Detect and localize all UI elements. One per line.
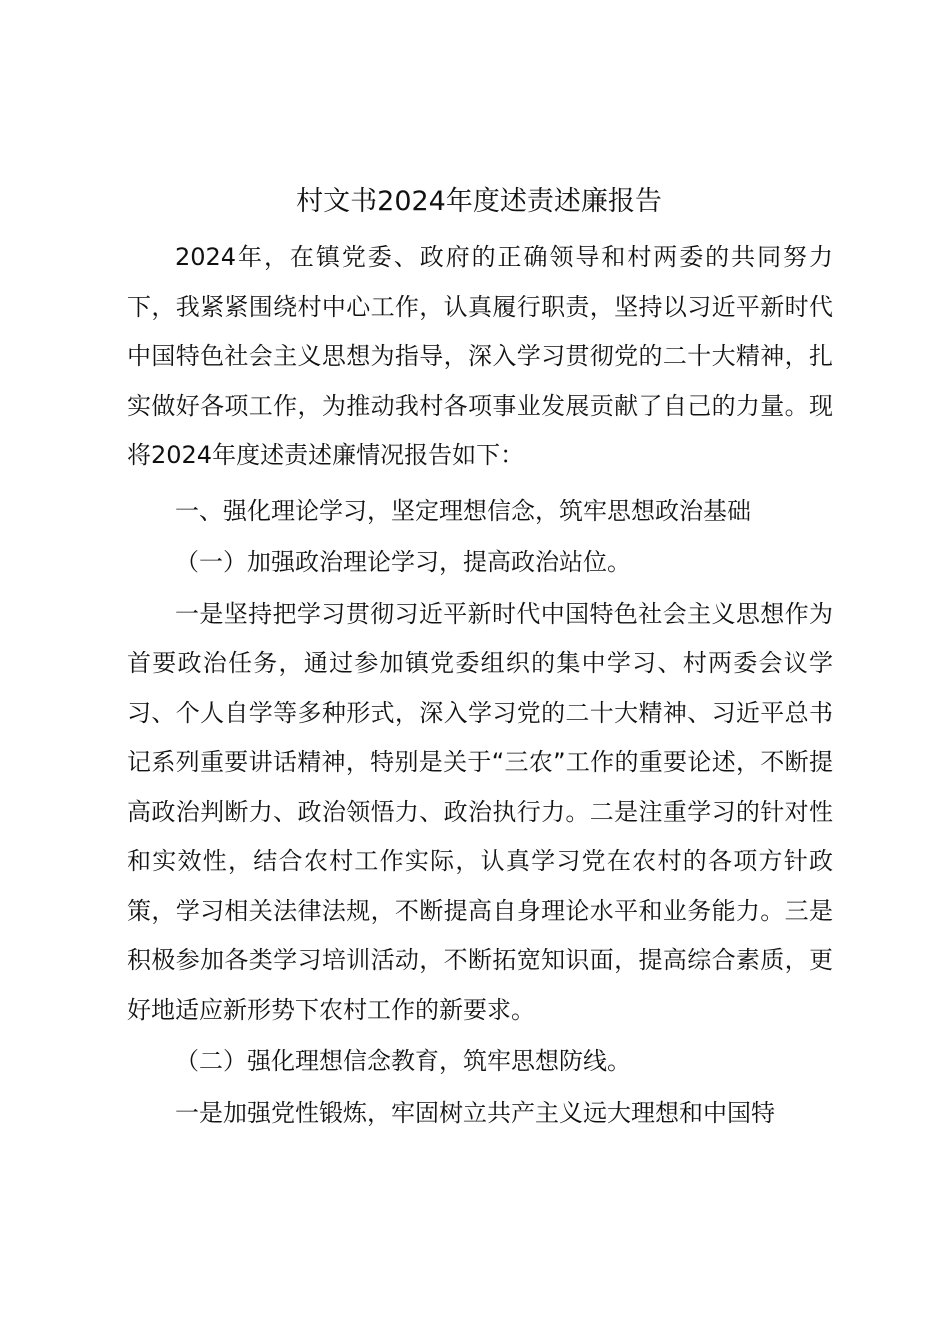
document-body bbox=[127, 233, 833, 1138]
intro-paragraph: 2024年，在镇党委、政府的正确领导和村两委的共同努力下，我紧紧围绕村中心工作，认真履行职责，坚持以习近平新时代中国特色社会主义思想为指导，深入学习贯彻党的二十大精神，扎实做好各项工作，为推动我村各项事业发展贡献了自己的力量。现将2024年度述责述廉情况报告如下： bbox=[127, 243, 833, 469]
subsection-heading-1: （一）加强政治理论学习，提高政治站位。 bbox=[175, 548, 631, 576]
subsection-heading-2: （二）强化理想信念教育，筑牢思想防线。 bbox=[175, 1047, 631, 1075]
body-paragraph-2: 一是加强党性锻炼，牢固树立共产主义远大理想和中国特 bbox=[175, 1098, 775, 1127]
document-title: 村文书2024年度述责述廉报告 bbox=[296, 186, 662, 217]
section-heading-1: 一、强化理论学习，坚定理想信念，筑牢思想政治基础 bbox=[175, 496, 751, 525]
body-paragraph-1: 一是坚持把学习贯彻习近平新时代中国特色社会主义思想作为首要政治任务，通过参加镇党委组织的集中学习、村两委会议学习、个人自学等多种形式，深入学习党的二十大精神、习近平总书记系列重要讲话精神，特别是关于“三农”工作的重要论述，不断提高政治判断力、政治领悟力、政治执行力。二是注重学习的针对性和实效性，结合农村工作实际，认真学习党在农村的各项方针政策，学习相关法律法规，不断提高自身理论水平和业务能力。三是积极参加各类学习培训活动，不断拓宽知识面，提高综合素质，更好地适应新形势下农村工作的新要求。 bbox=[127, 599, 833, 1024]
